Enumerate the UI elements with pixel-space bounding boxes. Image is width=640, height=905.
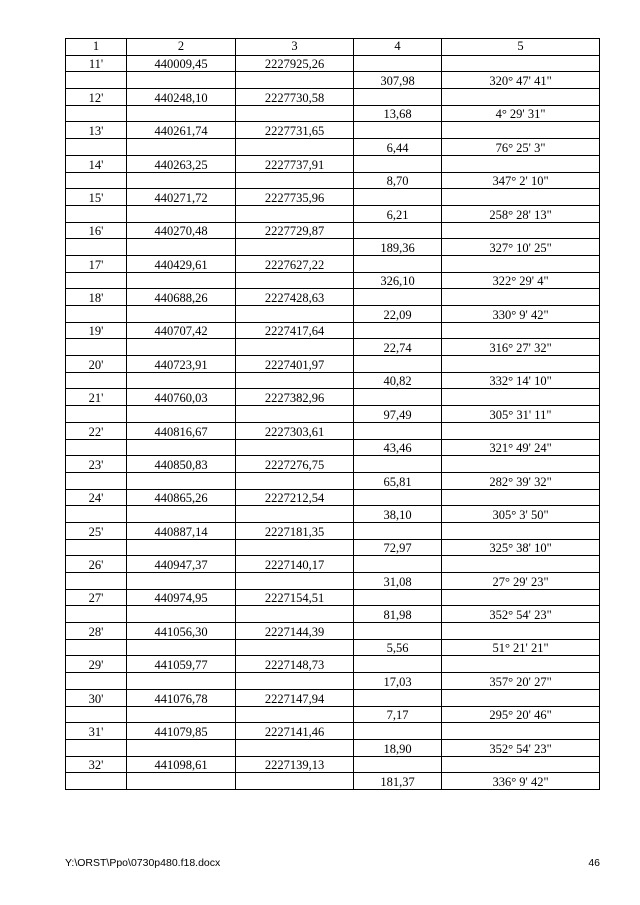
table-cell-col-2 [127, 306, 236, 323]
table-cell-col-5 [442, 255, 600, 272]
header-cell-2: 2 [127, 39, 236, 56]
table-cell-col-3: 2227417,64 [236, 322, 354, 339]
table-cell-col-1: 15' [66, 189, 127, 206]
table-row [66, 339, 600, 356]
table-cell-col-2 [127, 139, 236, 156]
table-cell-col-1 [66, 406, 127, 423]
table-cell-col-1: 27' [66, 589, 127, 606]
table-cell-col-2: 441079,85 [127, 723, 236, 740]
table-cell-col-3 [236, 406, 354, 423]
table-cell-col-1 [66, 673, 127, 690]
table-row [66, 322, 600, 339]
table-cell-col-4 [354, 422, 442, 439]
table-row [66, 656, 600, 673]
table-cell-col-3: 2227148,73 [236, 656, 354, 673]
table-cell-col-3: 2227731,65 [236, 122, 354, 139]
table-cell-col-5: 352° 54' 23" [442, 739, 600, 756]
table-row [66, 139, 600, 156]
table-cell-col-3 [236, 639, 354, 656]
table-row [66, 239, 600, 256]
table-cell-col-3: 2227140,17 [236, 556, 354, 573]
table-row [66, 122, 600, 139]
table-cell-col-5: 305° 31' 11" [442, 406, 600, 423]
table-cell-col-3 [236, 372, 354, 389]
table-cell-col-4: 43,46 [354, 439, 442, 456]
table-cell-col-3: 2227428,63 [236, 289, 354, 306]
table-cell-col-2 [127, 472, 236, 489]
table-cell-col-3: 2227382,96 [236, 389, 354, 406]
table-row [66, 723, 600, 740]
table-cell-col-1 [66, 472, 127, 489]
table-cell-col-4: 31,08 [354, 573, 442, 590]
table-row [66, 439, 600, 456]
table-row [66, 506, 600, 523]
table-cell-col-1 [66, 506, 127, 523]
table-cell-col-2 [127, 673, 236, 690]
table-cell-col-4 [354, 255, 442, 272]
table-cell-col-1 [66, 172, 127, 189]
header-cell-1: 1 [66, 39, 127, 56]
table-cell-col-3: 2227737,91 [236, 155, 354, 172]
table-cell-col-3 [236, 272, 354, 289]
table-cell-col-2: 440760,03 [127, 389, 236, 406]
table-cell-col-3 [236, 239, 354, 256]
table-cell-col-5: 27° 29' 23" [442, 573, 600, 590]
table-cell-col-5: 4° 29' 31" [442, 105, 600, 122]
table-cell-col-4 [354, 556, 442, 573]
table-cell-col-4 [354, 489, 442, 506]
table-cell-col-1 [66, 606, 127, 623]
table-cell-col-3 [236, 139, 354, 156]
table-cell-col-4 [354, 55, 442, 72]
table-row [66, 406, 600, 423]
table-cell-col-5 [442, 756, 600, 773]
table-cell-col-5: 327° 10' 25" [442, 239, 600, 256]
table-cell-col-2: 440688,26 [127, 289, 236, 306]
header-row [66, 39, 600, 56]
table-cell-col-3 [236, 506, 354, 523]
table-cell-col-1 [66, 773, 127, 790]
table-cell-col-5: 322° 29' 4" [442, 272, 600, 289]
table-cell-col-4: 7,17 [354, 706, 442, 723]
table-cell-col-2 [127, 506, 236, 523]
table-cell-col-4: 189,36 [354, 239, 442, 256]
table-row [66, 155, 600, 172]
table-cell-col-4: 181,37 [354, 773, 442, 790]
table-cell-col-1 [66, 539, 127, 556]
table-cell-col-2 [127, 606, 236, 623]
table-cell-col-4: 6,44 [354, 139, 442, 156]
table-cell-col-2: 440261,74 [127, 122, 236, 139]
table-cell-col-3 [236, 472, 354, 489]
table-cell-col-2: 440974,95 [127, 589, 236, 606]
table-cell-col-2 [127, 339, 236, 356]
table-cell-col-2: 440947,37 [127, 556, 236, 573]
table-cell-col-5: 325° 38' 10" [442, 539, 600, 556]
table-cell-col-5: 336° 9' 42" [442, 773, 600, 790]
table-cell-col-5: 330° 9' 42" [442, 306, 600, 323]
table-cell-col-1: 28' [66, 623, 127, 640]
table-cell-col-2 [127, 639, 236, 656]
table-cell-col-5: 357° 20' 27" [442, 673, 600, 690]
table-cell-col-3 [236, 673, 354, 690]
table-row [66, 472, 600, 489]
table-cell-col-1: 31' [66, 723, 127, 740]
table-cell-col-5 [442, 55, 600, 72]
table-cell-col-4 [354, 322, 442, 339]
table-cell-col-4 [354, 656, 442, 673]
table-cell-col-5 [442, 89, 600, 106]
table-row [66, 639, 600, 656]
table-cell-col-4: 40,82 [354, 372, 442, 389]
table-cell-col-1: 30' [66, 689, 127, 706]
table-cell-col-3 [236, 205, 354, 222]
table-cell-col-1 [66, 739, 127, 756]
table-cell-col-5 [442, 222, 600, 239]
table-cell-col-1: 11' [66, 55, 127, 72]
table-row [66, 272, 600, 289]
table-cell-col-4 [354, 623, 442, 640]
table-cell-col-3: 2227139,13 [236, 756, 354, 773]
table-row [66, 589, 600, 606]
table-cell-col-3: 2227276,75 [236, 456, 354, 473]
table-cell-col-1: 32' [66, 756, 127, 773]
table-cell-col-4 [354, 222, 442, 239]
footer-page-number: 46 [588, 857, 600, 869]
table-cell-col-3 [236, 739, 354, 756]
table-cell-col-5 [442, 122, 600, 139]
table-row [66, 189, 600, 206]
table-row [66, 105, 600, 122]
table-cell-col-3 [236, 573, 354, 590]
table-cell-col-3: 2227730,58 [236, 89, 354, 106]
table-cell-col-4 [354, 756, 442, 773]
table-row [66, 556, 600, 573]
table-cell-col-4 [354, 589, 442, 606]
table-row [66, 306, 600, 323]
table-cell-col-2: 441056,30 [127, 623, 236, 640]
table-cell-col-5 [442, 723, 600, 740]
table-cell-col-4: 307,98 [354, 72, 442, 89]
table-cell-col-4 [354, 456, 442, 473]
table-cell-col-1: 22' [66, 422, 127, 439]
header-cell-5: 5 [442, 39, 600, 56]
table-cell-col-2: 440887,14 [127, 522, 236, 539]
table-cell-col-5: 76° 25' 3" [442, 139, 600, 156]
table-cell-col-4 [354, 723, 442, 740]
table-cell-col-5 [442, 322, 600, 339]
coordinates-table [65, 38, 600, 790]
table-cell-col-2: 440271,72 [127, 189, 236, 206]
table-cell-col-2: 440850,83 [127, 456, 236, 473]
table-cell-col-5 [442, 456, 600, 473]
table-cell-col-1 [66, 573, 127, 590]
table-cell-col-2 [127, 406, 236, 423]
table-cell-col-3: 2227147,94 [236, 689, 354, 706]
table-cell-col-4 [354, 689, 442, 706]
table-cell-col-3 [236, 105, 354, 122]
table-cell-col-2 [127, 539, 236, 556]
table-cell-col-5: 352° 54' 23" [442, 606, 600, 623]
header-cell-4: 4 [354, 39, 442, 56]
table-row [66, 522, 600, 539]
table-cell-col-2 [127, 205, 236, 222]
table-cell-col-2: 440009,45 [127, 55, 236, 72]
table-cell-col-2 [127, 105, 236, 122]
table-cell-col-4 [354, 189, 442, 206]
table-cell-col-2 [127, 239, 236, 256]
table-cell-col-3: 2227212,54 [236, 489, 354, 506]
table-row [66, 72, 600, 89]
table-cell-col-1 [66, 339, 127, 356]
table-cell-col-2: 440270,48 [127, 222, 236, 239]
table-cell-col-1: 12' [66, 89, 127, 106]
table-row [66, 706, 600, 723]
table-cell-col-1: 24' [66, 489, 127, 506]
table-cell-col-4: 81,98 [354, 606, 442, 623]
table-cell-col-3: 2227303,61 [236, 422, 354, 439]
table-cell-col-4 [354, 289, 442, 306]
table-cell-col-3: 2227627,22 [236, 255, 354, 272]
table-cell-col-1 [66, 439, 127, 456]
table-cell-col-1: 18' [66, 289, 127, 306]
table-cell-col-2 [127, 72, 236, 89]
table-cell-col-1 [66, 239, 127, 256]
table-row [66, 89, 600, 106]
table-cell-col-5: 305° 3' 50" [442, 506, 600, 523]
table-cell-col-4: 6,21 [354, 205, 442, 222]
table-cell-col-4: 97,49 [354, 406, 442, 423]
table-cell-col-5: 347° 2' 10" [442, 172, 600, 189]
table-row [66, 172, 600, 189]
table-row [66, 456, 600, 473]
table-cell-col-1 [66, 272, 127, 289]
table-cell-col-5 [442, 689, 600, 706]
table-row [66, 205, 600, 222]
table-cell-col-3 [236, 339, 354, 356]
table-cell-col-5: 282° 39' 32" [442, 472, 600, 489]
table-cell-col-2: 441098,61 [127, 756, 236, 773]
table-cell-col-1: 17' [66, 255, 127, 272]
table-cell-col-4 [354, 122, 442, 139]
table-cell-col-5 [442, 189, 600, 206]
table-cell-col-1 [66, 639, 127, 656]
table-cell-col-1 [66, 205, 127, 222]
table-body [66, 39, 600, 790]
table-cell-col-4 [354, 89, 442, 106]
table-cell-col-1 [66, 706, 127, 723]
table-row [66, 356, 600, 373]
table-cell-col-4: 8,70 [354, 172, 442, 189]
table-row [66, 739, 600, 756]
table-cell-col-4: 17,03 [354, 673, 442, 690]
table-cell-col-5: 258° 28' 13" [442, 205, 600, 222]
table-row [66, 573, 600, 590]
table-cell-col-5 [442, 422, 600, 439]
table-cell-col-4: 38,10 [354, 506, 442, 523]
table-cell-col-4: 65,81 [354, 472, 442, 489]
table-cell-col-1: 29' [66, 656, 127, 673]
table-row [66, 489, 600, 506]
table-cell-col-3: 2227925,26 [236, 55, 354, 72]
table-cell-col-2: 440248,10 [127, 89, 236, 106]
table-cell-col-3: 2227401,97 [236, 356, 354, 373]
table-cell-col-5 [442, 656, 600, 673]
table-cell-col-4: 326,10 [354, 272, 442, 289]
table-cell-col-3: 2227735,96 [236, 189, 354, 206]
table-row [66, 673, 600, 690]
header-cell-3: 3 [236, 39, 354, 56]
table-row [66, 422, 600, 439]
table-cell-col-1: 23' [66, 456, 127, 473]
table-cell-col-3 [236, 306, 354, 323]
table-cell-col-5 [442, 589, 600, 606]
table-cell-col-2 [127, 272, 236, 289]
table-row [66, 55, 600, 72]
table-cell-col-1: 16' [66, 222, 127, 239]
table-row [66, 255, 600, 272]
table-cell-col-3 [236, 706, 354, 723]
table-row [66, 606, 600, 623]
table-cell-col-2: 440816,67 [127, 422, 236, 439]
table-cell-col-3: 2227154,51 [236, 589, 354, 606]
table-row [66, 623, 600, 640]
table-cell-col-5: 320° 47' 41" [442, 72, 600, 89]
table-cell-col-2 [127, 706, 236, 723]
table-cell-col-1 [66, 139, 127, 156]
table-row [66, 372, 600, 389]
table-cell-col-1 [66, 72, 127, 89]
table-cell-col-2: 441059,77 [127, 656, 236, 673]
table-row [66, 539, 600, 556]
table-cell-col-4: 22,74 [354, 339, 442, 356]
table-cell-col-5: 51° 21' 21" [442, 639, 600, 656]
table-cell-col-5 [442, 522, 600, 539]
table-cell-col-2 [127, 739, 236, 756]
table-cell-col-4 [354, 356, 442, 373]
table-cell-col-3 [236, 773, 354, 790]
table-cell-col-3 [236, 172, 354, 189]
table-cell-col-4: 22,09 [354, 306, 442, 323]
table-cell-col-3 [236, 539, 354, 556]
table-cell-col-2 [127, 573, 236, 590]
table-row [66, 222, 600, 239]
table-row [66, 773, 600, 790]
table-cell-col-1: 14' [66, 155, 127, 172]
table-cell-col-4: 18,90 [354, 739, 442, 756]
table-cell-col-5 [442, 356, 600, 373]
table-cell-col-1 [66, 105, 127, 122]
table-cell-col-5: 321° 49' 24" [442, 439, 600, 456]
table-cell-col-2: 441076,78 [127, 689, 236, 706]
table-cell-col-4 [354, 155, 442, 172]
table-cell-col-5 [442, 556, 600, 573]
table-cell-col-1: 26' [66, 556, 127, 573]
table-cell-col-5: 332° 14' 10" [442, 372, 600, 389]
table-cell-col-1 [66, 372, 127, 389]
table-cell-col-2: 440263,25 [127, 155, 236, 172]
table-cell-col-5 [442, 389, 600, 406]
table-cell-col-2 [127, 439, 236, 456]
table-row [66, 689, 600, 706]
table-cell-col-1: 25' [66, 522, 127, 539]
table-cell-col-1: 21' [66, 389, 127, 406]
table-cell-col-5: 295° 20' 46" [442, 706, 600, 723]
table-cell-col-4 [354, 522, 442, 539]
table-cell-col-1: 13' [66, 122, 127, 139]
table-cell-col-5 [442, 623, 600, 640]
footer-file-path: Y:\ORST\Ppo\0730p480.f18.docx [65, 857, 221, 869]
table-cell-col-2: 440723,91 [127, 356, 236, 373]
table-cell-col-2 [127, 172, 236, 189]
table-cell-col-2: 440865,26 [127, 489, 236, 506]
table-cell-col-5 [442, 155, 600, 172]
table-cell-col-2: 440429,61 [127, 255, 236, 272]
table-cell-col-3: 2227729,87 [236, 222, 354, 239]
table-cell-col-5 [442, 489, 600, 506]
table-row [66, 756, 600, 773]
table-cell-col-2 [127, 372, 236, 389]
table-cell-col-3: 2227144,39 [236, 623, 354, 640]
table-cell-col-1: 20' [66, 356, 127, 373]
table-cell-col-4: 72,97 [354, 539, 442, 556]
table-row [66, 389, 600, 406]
table-cell-col-5: 316° 27' 32" [442, 339, 600, 356]
table-cell-col-3: 2227141,46 [236, 723, 354, 740]
table-cell-col-1: 19' [66, 322, 127, 339]
table-row [66, 289, 600, 306]
table-cell-col-5 [442, 289, 600, 306]
table-cell-col-4 [354, 389, 442, 406]
table-cell-col-4: 13,68 [354, 105, 442, 122]
table-cell-col-2 [127, 773, 236, 790]
table-cell-col-4: 5,56 [354, 639, 442, 656]
table-cell-col-3: 2227181,35 [236, 522, 354, 539]
table-cell-col-1 [66, 306, 127, 323]
table-cell-col-3 [236, 72, 354, 89]
table-cell-col-2: 440707,42 [127, 322, 236, 339]
table-cell-col-3 [236, 606, 354, 623]
table-cell-col-3 [236, 439, 354, 456]
